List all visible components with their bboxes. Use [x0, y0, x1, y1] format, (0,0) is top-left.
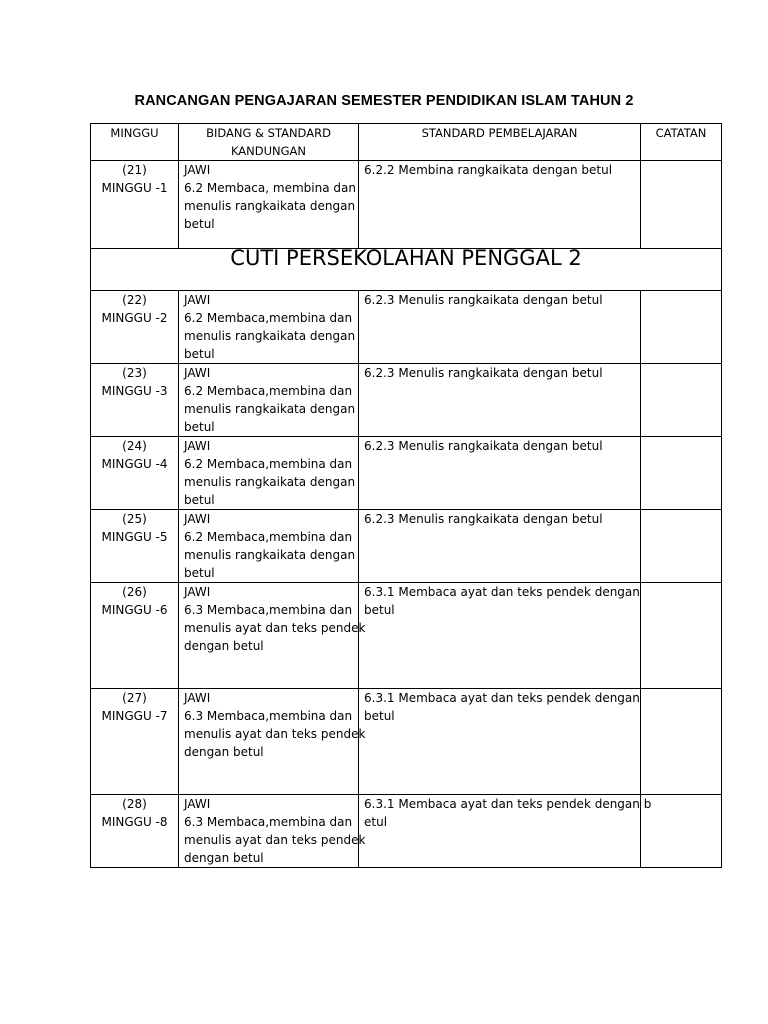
week-label: MINGGU -7 [101, 709, 168, 723]
bidang-line: 6.2 Membaca, membina dan [184, 181, 356, 195]
holiday-banner: CUTI PERSEKOLAHAN PENGGAL 2 [91, 249, 722, 291]
bidang-line: dengan betul [184, 851, 264, 865]
standard-line: 6.2.3 Menulis rangkaikata dengan betul [364, 439, 603, 453]
standard-cell [359, 583, 641, 689]
table-header-row [91, 124, 722, 161]
header-bidang-line1: BIDANG & STANDARD [206, 126, 331, 140]
bidang-line: betul [184, 217, 215, 231]
table-row [91, 510, 722, 583]
week-cell [91, 161, 179, 249]
week-cell [91, 364, 179, 437]
bidang-line: menulis ayat dan teks pendek [184, 833, 366, 847]
standard-line: betul [364, 709, 395, 723]
standard-line: 6.2.3 Menulis rangkaikata dengan betul [364, 512, 603, 526]
week-number: (26) [122, 585, 147, 599]
table-row [91, 583, 722, 689]
table-row [91, 291, 722, 364]
bidang-line: dengan betul [184, 745, 264, 759]
standard-cell [359, 364, 641, 437]
week-number: (22) [122, 293, 147, 307]
lesson-plan-table [90, 123, 722, 868]
bidang-cell [179, 583, 366, 689]
bidang-topic: JAWI [184, 585, 211, 599]
week-cell [91, 795, 179, 868]
week-label: MINGGU -4 [101, 457, 168, 471]
catatan-cell [641, 437, 722, 510]
bidang-line: menulis ayat dan teks pendek [184, 727, 366, 741]
standard-line: betul [364, 603, 395, 617]
bidang-line: 6.3 Membaca,membina dan [184, 815, 353, 829]
header-bidang-line2: KANDUNGAN [230, 144, 307, 158]
week-number: (24) [122, 439, 147, 453]
standard-cell [359, 437, 641, 510]
standard-cell [359, 291, 641, 364]
week-label: MINGGU -5 [101, 530, 168, 544]
table-row [91, 364, 722, 437]
bidang-line: betul [184, 566, 215, 580]
week-number: (25) [122, 512, 147, 526]
bidang-cell [179, 161, 359, 249]
week-cell [91, 437, 179, 510]
catatan-cell [641, 364, 722, 437]
page-title: RANCANGAN PENGAJARAN SEMESTER PENDIDIKAN ISLAM TAHUN 2 [134, 93, 634, 109]
bidang-line: dengan betul [184, 639, 264, 653]
standard-line: 6.2.2 Membina rangkaikata dengan betul [364, 163, 613, 177]
standard-cell [359, 161, 641, 249]
bidang-line: 6.2 Membaca,membina dan [184, 530, 353, 544]
standard-line: 6.2.3 Menulis rangkaikata dengan betul [364, 293, 603, 307]
bidang-line: betul [184, 420, 215, 434]
week-number: (23) [122, 366, 147, 380]
week-label: MINGGU -3 [101, 384, 168, 398]
bidang-topic: JAWI [184, 691, 211, 705]
catatan-cell [641, 583, 722, 689]
catatan-cell [641, 795, 722, 868]
holiday-row [91, 249, 722, 291]
week-label: MINGGU -8 [101, 815, 168, 829]
bidang-line: betul [184, 347, 215, 361]
bidang-topic: JAWI [184, 163, 211, 177]
week-number: (28) [122, 797, 147, 811]
bidang-topic: JAWI [184, 293, 211, 307]
bidang-line: menulis rangkaikata dengan [184, 402, 356, 416]
bidang-topic: JAWI [184, 797, 211, 811]
header-catatan: CATATAN [641, 124, 722, 161]
bidang-topic: JAWI [184, 366, 211, 380]
catatan-cell [641, 161, 722, 249]
header-minggu: MINGGU [91, 124, 179, 161]
week-cell [91, 583, 179, 689]
week-label: MINGGU -6 [101, 603, 168, 617]
header-standard: STANDARD PEMBELAJARAN [359, 124, 641, 161]
bidang-line: 6.2 Membaca,membina dan [184, 384, 353, 398]
table-row [91, 161, 722, 249]
bidang-line: 6.2 Membaca,membina dan [184, 311, 353, 325]
bidang-cell [179, 364, 359, 437]
catatan-cell [641, 689, 722, 795]
standard-line: 6.3.1 Membaca ayat dan teks pendek dengan b [364, 797, 652, 811]
bidang-line: betul [184, 493, 215, 507]
standard-line: etul [364, 815, 388, 829]
bidang-line: 6.2 Membaca,membina dan [184, 457, 353, 471]
week-label: MINGGU -1 [101, 181, 168, 195]
bidang-topic: JAWI [184, 439, 211, 453]
bidang-cell [179, 437, 359, 510]
bidang-line: 6.3 Membaca,membina dan [184, 709, 353, 723]
bidang-line: menulis rangkaikata dengan [184, 548, 356, 562]
bidang-cell [179, 689, 366, 795]
week-number: (27) [122, 691, 147, 705]
bidang-line: menulis rangkaikata dengan [184, 329, 356, 343]
week-label: MINGGU -2 [101, 311, 168, 325]
standard-line: 6.2.3 Menulis rangkaikata dengan betul [364, 366, 603, 380]
table-row [91, 689, 722, 795]
standard-line: 6.3.1 Membaca ayat dan teks pendek dengan [364, 585, 640, 599]
standard-line: 6.3.1 Membaca ayat dan teks pendek dengan [364, 691, 640, 705]
catatan-cell [641, 291, 722, 364]
week-cell [91, 510, 179, 583]
bidang-line: menulis rangkaikata dengan [184, 475, 356, 489]
bidang-line: menulis rangkaikata dengan [184, 199, 356, 213]
week-cell [91, 291, 179, 364]
bidang-line: 6.3 Membaca,membina dan [184, 603, 353, 617]
standard-cell [359, 510, 641, 583]
bidang-topic: JAWI [184, 512, 211, 526]
table-row [91, 795, 722, 868]
header-bidang [179, 124, 359, 161]
standard-cell [359, 795, 652, 868]
bidang-cell [179, 291, 359, 364]
bidang-line: menulis ayat dan teks pendek [184, 621, 366, 635]
catatan-cell [641, 510, 722, 583]
standard-cell [359, 689, 641, 795]
table-row [91, 437, 722, 510]
week-cell [91, 689, 179, 795]
week-number: (21) [122, 163, 147, 177]
bidang-cell [179, 510, 359, 583]
bidang-cell [179, 795, 366, 868]
